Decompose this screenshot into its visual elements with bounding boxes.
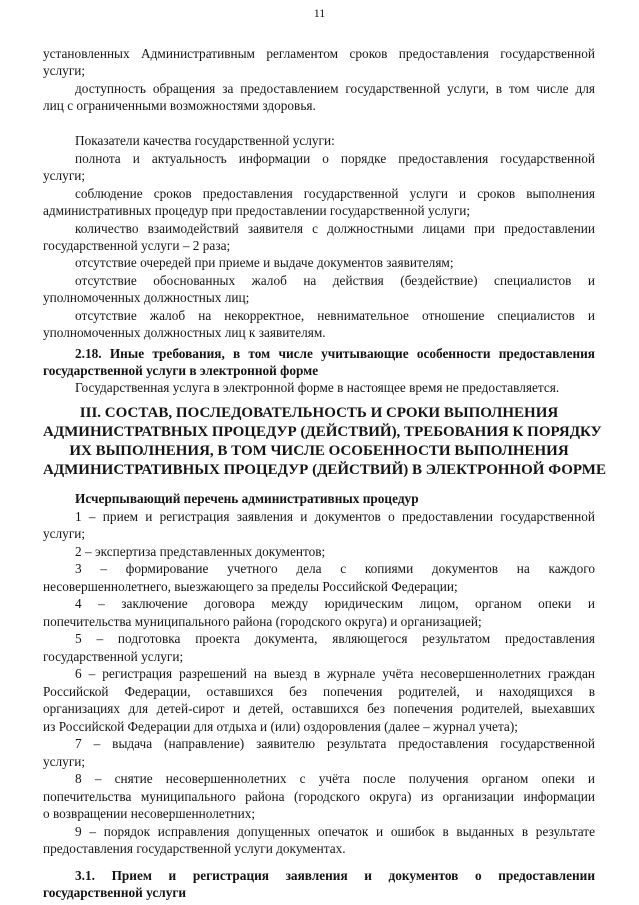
list-item: 8 – снятие несовершеннолетних с учёта после получения органом опеки и [75,771,595,786]
chapter-title: III. СОСТАВ, ПОСЛЕДОВАТЕЛЬНОСТЬ И СРОКИ ВЫПОЛНЕНИЯ [79,405,559,421]
text-line: о возвращении несовершеннолетних; [43,806,256,821]
list-item: 1 – прием и регистрация заявления и документов о предоставлении государственной [75,509,595,524]
text-line: отсутствие жалоб на некорректное, невнимательное отношение специалистов и [75,308,595,323]
text-line: услуги; [43,754,86,769]
text-line: количество взаимодействий заявителя с должностными лицами при предоставлении [75,221,595,236]
text-line: отсутствие обоснованных жалоб на действия (бездействие) специалистов и [75,273,595,288]
text-line: Российской Федерации, оставшихся без попечения родителей, и находящихся в [43,684,595,699]
list-item: 9 – порядок исправления допущенных опечаток и ошибок в выданных в результате [75,824,595,839]
text-line: полнота и актуальность информации о порядке предоставления государственной [75,151,595,166]
text-line: государственной услуги – 2 раза; [43,238,231,253]
section-heading-3-1-cont: государственной услуги [43,885,187,900]
list-item: 6 – регистрация разрешений на выезд в журнале учёта несовершеннолетних граждан [75,666,595,681]
text-line: из Российской Федерации для отдыха и (или) оздоровления (далее – журнал учета); [43,719,518,734]
list-item: 3 – формирование учетного дела с копиями документов на каждого [75,561,595,576]
list-item: 7 – выдача (направление) заявителю результата предоставления государственной [75,736,595,751]
section-heading-3-1: 3.1. Прием и регистрация заявления и документов о предоставлении [75,868,595,883]
text-line: административных процедур при предоставлении государственной услуги; [43,203,471,218]
text-line: доступность обращения за предоставлением государственной услуги, в том числе для [75,81,595,96]
text-line: отсутствие очередей при приеме и выдаче документов заявителям; [75,255,454,270]
list-item: 4 – заключение договора между юридическим лицом, органом опеки и [75,596,595,611]
list-item: 2 – экспертиза представленных документов; [75,544,326,559]
text-line: Государственная услуга в электронной форме в настоящее время не предоставляется. [75,380,560,395]
text-line: лиц с ограниченными возможностями здоровья. [43,98,316,113]
procedures-heading: Исчерпывающий перечень административных процедур [75,491,419,506]
text-line: несовершеннолетнего, выезжающего за пределы Российской Федерации; [43,579,458,594]
list-item: 5 – подготовка проекта документа, являющегося результатом предоставления [75,631,595,646]
text-line: государственной услуги; [43,649,184,664]
text-line: уполномоченных должностных лиц к заявителям. [43,325,326,340]
text-line: услуги; [43,526,86,541]
page-number: 11 [313,6,326,20]
text-line: Показатели качества государственной услуги: [75,133,335,148]
section-heading-2-18-cont: государственной услуги в электронной форме [43,363,319,378]
section-heading-2-18: 2.18. Иные требования, в том числе учитывающие особенности предоставления [75,346,595,361]
text-line: услуги; [43,168,86,183]
text-line: попечительства муниципального района (городского округа) и организацией; [43,614,482,629]
chapter-title: АДМИНИСТРАТВНЫХ ПРОЦЕДУР (ДЕЙСТВИЙ), ТРЕБОВАНИЯ К ПОРЯДКУ [43,424,602,440]
text-line: уполномоченных должностных лиц; [43,290,250,305]
chapter-title: ИХ ВЫПОЛНЕНИЯ, В ТОМ ЧИСЛЕ ОСОБЕННОСТИ ВЫПОЛНЕНИЯ [69,443,569,459]
text-line: предоставления государственной услуги документах. [43,841,346,856]
text-line: организациях для детей-сирот и детей, оставшихся без попечения родителей, выехавших [43,701,595,716]
text-line: услуги; [43,63,86,78]
text-line: установленных Административным регламентом сроков предоставления государственной [43,46,595,61]
chapter-title: АДМИНИСТРАТИВНЫХ ПРОЦЕДУР (ДЕЙСТВИЙ) В ЭЛЕКТРОННОЙ ФОРМЕ [43,462,606,478]
text-line: соблюдение сроков предоставления государственной услуги и сроков выполнения [75,186,595,201]
text-line: попечительства муниципального района (городского округа) из организации информации [43,789,595,804]
